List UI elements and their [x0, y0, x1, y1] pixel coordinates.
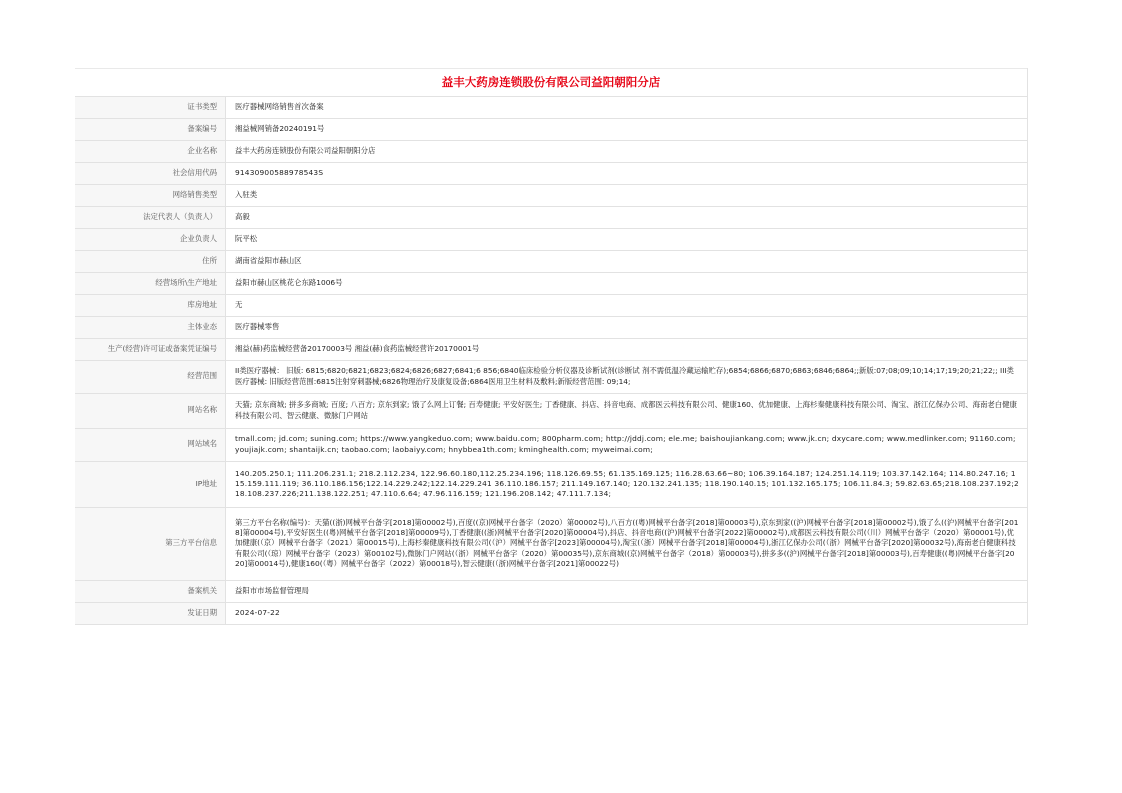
table-row — [75, 206, 1027, 228]
field-value: 140.205.250.1; 111.206.231.1; 218.2.112.234, 122.96.60.180,112.25.234.196; 118.126.69.55; 61.135.169.125; 116.28.63.66~80; 106.39.164.187; 124.251.14.119; 103.37.142.164; 114.80.247.16; 115.159.111.119; 36.110.186.156;122.14.229.242;122.14.229.241 36.110.186.157; 211.149.167.140; 120.132.241.135; 118.190.140.15; 101.132.165.175; 106.11.84.3; 59.82.63.65;218.108.237.192;218.108.237.226;211.138.122.251; 47.110.6.64; 47.96.116.159; 121.196.208.142; 47.111.7.134; — [226, 461, 1028, 507]
field-label: 备案编号 — [75, 118, 226, 140]
field-value: 第三方平台名称(编号)：天猫((浙)网械平台备字[2018]第00002号),百度((京)网械平台备字（2020）第00002号),八百方((粤)网械平台备字[2018]第00003号),京东到家((沪)网械平台备字[2018]第00002号),饿了么((沪)网械平台备字[2018]第00004号),平安好医生((粤)网械平台备字[2018]第00009号),丁香健康((浙)网械平台备字[2020]第00004号),抖店、抖音电商((沪)网械平台备字[2022]第00002号),成都医云科技有限公司(（川）网械平台备字（2020）第00001号),优加健康(（京）网械平台备字（2021）第00015号),上海杉秦健康科技有限公司(（沪）网械平台备字[2023]第00004号),淘宝(（浙）网械平台备字[2018]第00004号),浙江亿保办公司(（浙）网械平台备字[2020]第00032号),海南老白健康科技有限公司(（琼）网械平台备字（2023）第00102号),微脉门户网站(（浙）网械平台备字（2020）第00035号),京东商城((京)网械平台备字（2018）第00003号),拼多多((沪)网械平台备字[2018]第00003号),百寿健康((粤)网械平台备字[2020]第00014号),健康160(（粤）网械平台备字（2022）第00018号),智云健康(（浙)网械平台备字[2021]第00022号) — [226, 507, 1028, 580]
field-label: 法定代表人（负责人） — [75, 206, 226, 228]
table-row — [75, 393, 1027, 428]
page-title: 益丰大药房连锁股份有限公司益阳朝阳分店 — [75, 68, 1027, 97]
table-row — [75, 162, 1027, 184]
field-value: 益丰大药房连锁股份有限公司益阳朝阳分店 — [226, 140, 1028, 162]
field-value: 天猫; 京东商城; 拼多多商城; 百度; 八百方; 京东到家; 饿了么网上订餐; 百寿健康; 平安好医生; 丁香健康、抖店、抖音电商、成都医云科技有限公司、健康160、优加健康、上海杉秦健康科技有限公司、淘宝、浙江亿保办公司、海南老白健康科技有限公司、智云健康、微脉门户网站 — [226, 393, 1028, 428]
field-value: 2024-07-22 — [226, 602, 1028, 624]
field-label: 证书类型 — [75, 97, 226, 118]
table-row — [75, 272, 1027, 294]
field-label: 社会信用代码 — [75, 162, 226, 184]
field-value: 益阳市市场监督管理局 — [226, 580, 1028, 602]
field-label: 经营场所\生产地址 — [75, 272, 226, 294]
field-value: 高毅 — [226, 206, 1028, 228]
table-row — [75, 250, 1027, 272]
field-label: 经营范围 — [75, 360, 226, 393]
field-label: 企业名称 — [75, 140, 226, 162]
field-label: 网站名称 — [75, 393, 226, 428]
table-row — [75, 338, 1027, 360]
field-value: 医疗器械零售 — [226, 316, 1028, 338]
field-value: 湘益(赫)药监械经营备20170003号 湘益(赫)食药监械经营许20170001号 — [226, 338, 1028, 360]
table-row — [75, 228, 1027, 250]
table-row — [75, 294, 1027, 316]
field-value: 益阳市赫山区桃花仑东路1006号 — [226, 272, 1028, 294]
field-label: 网络销售类型 — [75, 184, 226, 206]
field-label: IP地址 — [75, 461, 226, 507]
field-label: 企业负责人 — [75, 228, 226, 250]
table-row — [75, 184, 1027, 206]
table-row — [75, 580, 1027, 602]
field-label: 库房地址 — [75, 294, 226, 316]
record-table — [75, 97, 1027, 625]
field-value: tmall.com; jd.com; suning.com; https://www.yangkeduo.com; www.baidu.com; 800pharm.com; http://jddj.com; ele.me; baishoujiankang.com; www.jk.cn; dxycare.com; www.medlinker.com; 91160.com; youjiajk.com; shantaijk.cn; taobao.com; laobaiyy.com; hnybbea1th.com; kminghealth.com; myweimai.com; — [226, 428, 1028, 461]
field-value: 湘益械网销备20240191号 — [226, 118, 1028, 140]
field-label: 备案机关 — [75, 580, 226, 602]
table-row — [75, 97, 1027, 118]
table-row — [75, 360, 1027, 393]
table-row — [75, 428, 1027, 461]
field-label: 网站域名 — [75, 428, 226, 461]
field-value: II类医疗器械： 旧版: 6815;6820;6821;6823;6824;6826;6827;6841;6 856;6840临床检验分析仪器及诊断试剂(诊断试 剂不需低温冷藏运输贮存);6854;6866;6870;6863;6846;6864;;新版:07;08;09;10;14;17;19;20;21;22;; III类医疗器械: 旧版经营范围:6815注射穿刺器械;6826物理治疗及康复设备;6864医用卫生材料及敷料;新版经营范围: 09;14; — [226, 360, 1028, 393]
table-row — [75, 140, 1027, 162]
table-row — [75, 461, 1027, 507]
field-label: 第三方平台信息 — [75, 507, 226, 580]
field-value: 91430900588978543S — [226, 162, 1028, 184]
field-value: 无 — [226, 294, 1028, 316]
table-row — [75, 602, 1027, 624]
field-label: 发证日期 — [75, 602, 226, 624]
table-row — [75, 316, 1027, 338]
table-row — [75, 118, 1027, 140]
table-row — [75, 507, 1027, 580]
field-label: 主体业态 — [75, 316, 226, 338]
field-value: 湖南省益阳市赫山区 — [226, 250, 1028, 272]
field-label: 生产(经营)许可证或备案凭证编号 — [75, 338, 226, 360]
field-value: 入驻类 — [226, 184, 1028, 206]
record-sheet — [75, 68, 1028, 625]
field-label: 住所 — [75, 250, 226, 272]
field-value: 医疗器械网络销售首次备案 — [226, 97, 1028, 118]
field-value: 阮平松 — [226, 228, 1028, 250]
